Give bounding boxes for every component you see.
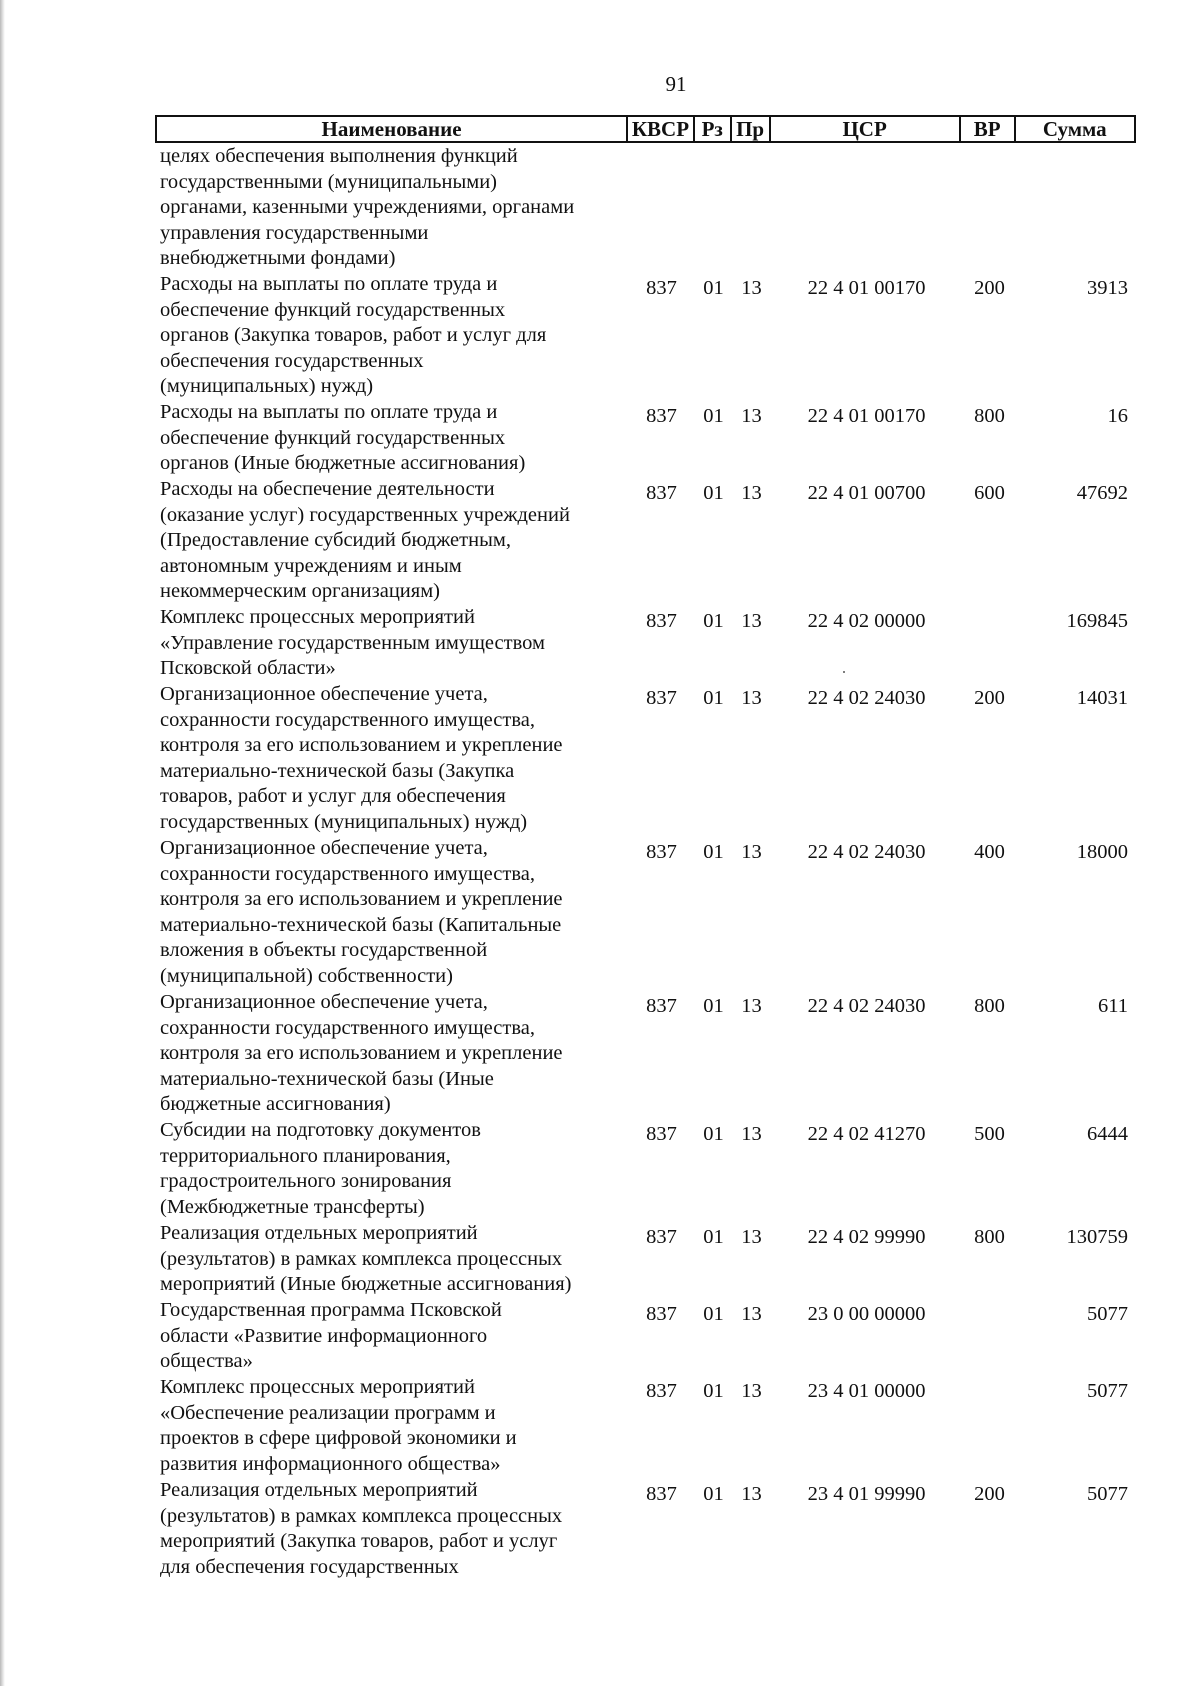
header-kvsr: КВСР bbox=[628, 117, 695, 141]
header-sum: Сумма bbox=[1042, 116, 1107, 141]
table-row bbox=[160, 1221, 1136, 1298]
row-vr: 800 bbox=[974, 1226, 1005, 1248]
row-rz: 01 bbox=[703, 1380, 724, 1402]
row-kvsr: 837 bbox=[646, 277, 677, 299]
row-vr bbox=[962, 605, 1017, 682]
row-name: Реализация отдельных мероприятий (результатов) в рамках комплекса процессных мероприятий (Закупка товаров, работ и услуг для обеспечения государственных bbox=[160, 1479, 563, 1578]
row-sum: 47692 bbox=[1076, 482, 1128, 504]
row-kvsr: 837 bbox=[646, 482, 677, 504]
row-sum: 5077 bbox=[1087, 1380, 1128, 1402]
row-sum: 18000 bbox=[1076, 841, 1128, 863]
table-row bbox=[160, 144, 1136, 272]
row-rz: 01 bbox=[703, 1483, 724, 1505]
row-csr: 22 4 01 00170 bbox=[807, 277, 926, 299]
row-pr: 13 bbox=[741, 687, 762, 709]
row-pr bbox=[732, 144, 771, 272]
row-pr: 13 bbox=[741, 995, 762, 1017]
row-vr: 600 bbox=[974, 482, 1005, 504]
row-rz: 01 bbox=[703, 405, 724, 427]
page-number: 91 bbox=[665, 72, 687, 96]
row-name: целях обеспечения выполнения функций государственными (муниципальными) органами, казенными учреждениями, органами управления государственными внебюджетными фондами) bbox=[160, 145, 575, 270]
row-csr: 23 4 01 00000 bbox=[807, 1380, 926, 1402]
row-rz: 01 bbox=[703, 482, 724, 504]
row-kvsr: 837 bbox=[646, 841, 677, 863]
row-rz: 01 bbox=[703, 610, 724, 632]
row-name: Расходы на выплаты по оплате труда и обеспечение функций государственных органов (Закупка товаров, работ и услуг для обеспечения государственных (муниципальных) нужд) bbox=[160, 273, 547, 398]
row-pr: 13 bbox=[741, 1226, 762, 1248]
row-vr: 800 bbox=[974, 995, 1005, 1017]
scan-speck bbox=[843, 671, 845, 673]
row-name: Организационное обеспечение учета, сохранности государственного имущества, контроля за его использованием и укрепление материально-технической базы (Закупка товаров, работ и услуг для обеспечения государственных (муниципальных) нужд) bbox=[160, 683, 563, 833]
row-vr: 200 bbox=[974, 1483, 1005, 1505]
row-pr: 13 bbox=[741, 1123, 762, 1145]
table-row bbox=[160, 1118, 1136, 1221]
row-vr: 200 bbox=[974, 277, 1005, 299]
scan-edge bbox=[0, 0, 5, 1686]
row-pr: 13 bbox=[741, 1483, 762, 1505]
row-csr: 23 4 01 99990 bbox=[807, 1483, 926, 1505]
header-rz: Рз bbox=[695, 117, 732, 141]
row-csr: 22 4 01 00170 bbox=[807, 405, 926, 427]
row-pr: 13 bbox=[741, 610, 762, 632]
row-kvsr: 837 bbox=[646, 1303, 677, 1325]
header-vr: ВР bbox=[961, 117, 1016, 141]
row-sum: 5077 bbox=[1087, 1303, 1128, 1325]
table-row bbox=[160, 272, 1136, 400]
row-rz: 01 bbox=[703, 995, 724, 1017]
row-pr: 13 bbox=[741, 841, 762, 863]
row-vr: 400 bbox=[974, 841, 1005, 863]
row-kvsr: 837 bbox=[646, 995, 677, 1017]
row-pr: 13 bbox=[741, 1303, 762, 1325]
row-name: Государственная программа Псковской области «Развитие информационного общества» bbox=[160, 1299, 502, 1373]
table-row bbox=[160, 1478, 1136, 1581]
row-pr: 13 bbox=[741, 1380, 762, 1402]
row-rz: 01 bbox=[703, 1303, 724, 1325]
row-kvsr: 837 bbox=[646, 405, 677, 427]
row-pr: 13 bbox=[741, 277, 762, 299]
row-sum: 169845 bbox=[1066, 610, 1128, 632]
row-vr: 200 bbox=[974, 687, 1005, 709]
row-sum: 3913 bbox=[1087, 277, 1128, 299]
row-sum: 611 bbox=[1098, 995, 1128, 1017]
row-kvsr: 837 bbox=[646, 1380, 677, 1402]
table-row bbox=[160, 477, 1136, 605]
row-name: Организационное обеспечение учета, сохранности государственного имущества, контроля за его использованием и укрепление материально-технической базы (Иные бюджетные ассигнования) bbox=[160, 991, 563, 1116]
row-sum: 16 bbox=[1107, 405, 1128, 427]
header-name: Наименование bbox=[157, 117, 628, 141]
row-rz: 01 bbox=[703, 1123, 724, 1145]
row-csr: 22 4 02 24030 bbox=[807, 995, 926, 1017]
row-kvsr: 837 bbox=[646, 1123, 677, 1145]
row-csr bbox=[771, 144, 962, 272]
row-rz: 01 bbox=[703, 277, 724, 299]
row-csr: 22 4 02 41270 bbox=[807, 1123, 926, 1145]
row-name: Расходы на выплаты по оплате труда и обеспечение функций государственных органов (Иные бюджетные ассигнования) bbox=[160, 401, 526, 475]
row-sum: 6444 bbox=[1087, 1123, 1128, 1145]
table-header bbox=[155, 115, 1136, 143]
table-row bbox=[160, 1298, 1136, 1375]
row-csr: 22 4 02 00000 bbox=[807, 610, 926, 632]
row-vr: 500 bbox=[974, 1123, 1005, 1145]
row-csr: 23 0 00 00000 bbox=[807, 1303, 926, 1325]
table-row bbox=[160, 682, 1136, 836]
row-rz: 01 bbox=[703, 841, 724, 863]
row-kvsr: 837 bbox=[646, 1226, 677, 1248]
header-csr: ЦСР bbox=[771, 117, 961, 141]
row-name: Расходы на обеспечение деятельности (оказание услуг) государственных учреждений (Предоставление субсидий бюджетным, автономным учреждениям и иным некоммерческим организациям) bbox=[160, 478, 570, 603]
table-row bbox=[160, 605, 1136, 682]
table-row bbox=[160, 990, 1136, 1118]
row-csr: 22 4 02 24030 bbox=[807, 841, 926, 863]
row-sum bbox=[1017, 144, 1136, 272]
row-kvsr: 837 bbox=[646, 1483, 677, 1505]
row-rz: 01 bbox=[703, 1226, 724, 1248]
row-csr: 22 4 02 24030 bbox=[807, 687, 926, 709]
row-name: Субсидии на подготовку документов территориального планирования, градостроительного зонирования (Межбюджетные трансферты) bbox=[160, 1119, 481, 1218]
table-row bbox=[160, 400, 1136, 477]
row-vr bbox=[962, 1298, 1017, 1375]
table-row bbox=[160, 1375, 1136, 1478]
row-rz bbox=[695, 144, 732, 272]
row-name: Комплекс процессных мероприятий «Управление государственным имуществом Псковской области» bbox=[160, 606, 545, 680]
row-sum: 14031 bbox=[1076, 687, 1128, 709]
row-name: Организационное обеспечение учета, сохранности государственного имущества, контроля за его использованием и укрепление материально-технической базы (Капитальные вложения в объекты государственной (муниципальной) собственности) bbox=[160, 837, 563, 987]
row-pr: 13 bbox=[741, 482, 762, 504]
row-kvsr: 837 bbox=[646, 610, 677, 632]
row-name: Реализация отдельных мероприятий (результатов) в рамках комплекса процессных мероприятий (Иные бюджетные ассигнования) bbox=[160, 1222, 572, 1296]
row-csr: 22 4 01 00700 bbox=[807, 482, 926, 504]
table-body bbox=[160, 144, 1136, 1581]
row-kvsr: 837 bbox=[646, 687, 677, 709]
row-csr: 22 4 02 99990 bbox=[807, 1226, 926, 1248]
row-kvsr bbox=[628, 144, 695, 272]
row-sum: 5077 bbox=[1087, 1483, 1128, 1505]
row-pr: 13 bbox=[741, 405, 762, 427]
row-sum: 130759 bbox=[1066, 1226, 1128, 1248]
row-vr: 800 bbox=[974, 405, 1005, 427]
table-row bbox=[160, 836, 1136, 990]
row-name: Комплекс процессных мероприятий «Обеспечение реализации программ и проектов в сфере цифровой экономики и развития информационного общества» bbox=[160, 1376, 517, 1475]
row-vr bbox=[962, 144, 1017, 272]
header-pr: Пр bbox=[732, 117, 771, 141]
row-vr bbox=[962, 1375, 1017, 1478]
row-rz: 01 bbox=[703, 687, 724, 709]
